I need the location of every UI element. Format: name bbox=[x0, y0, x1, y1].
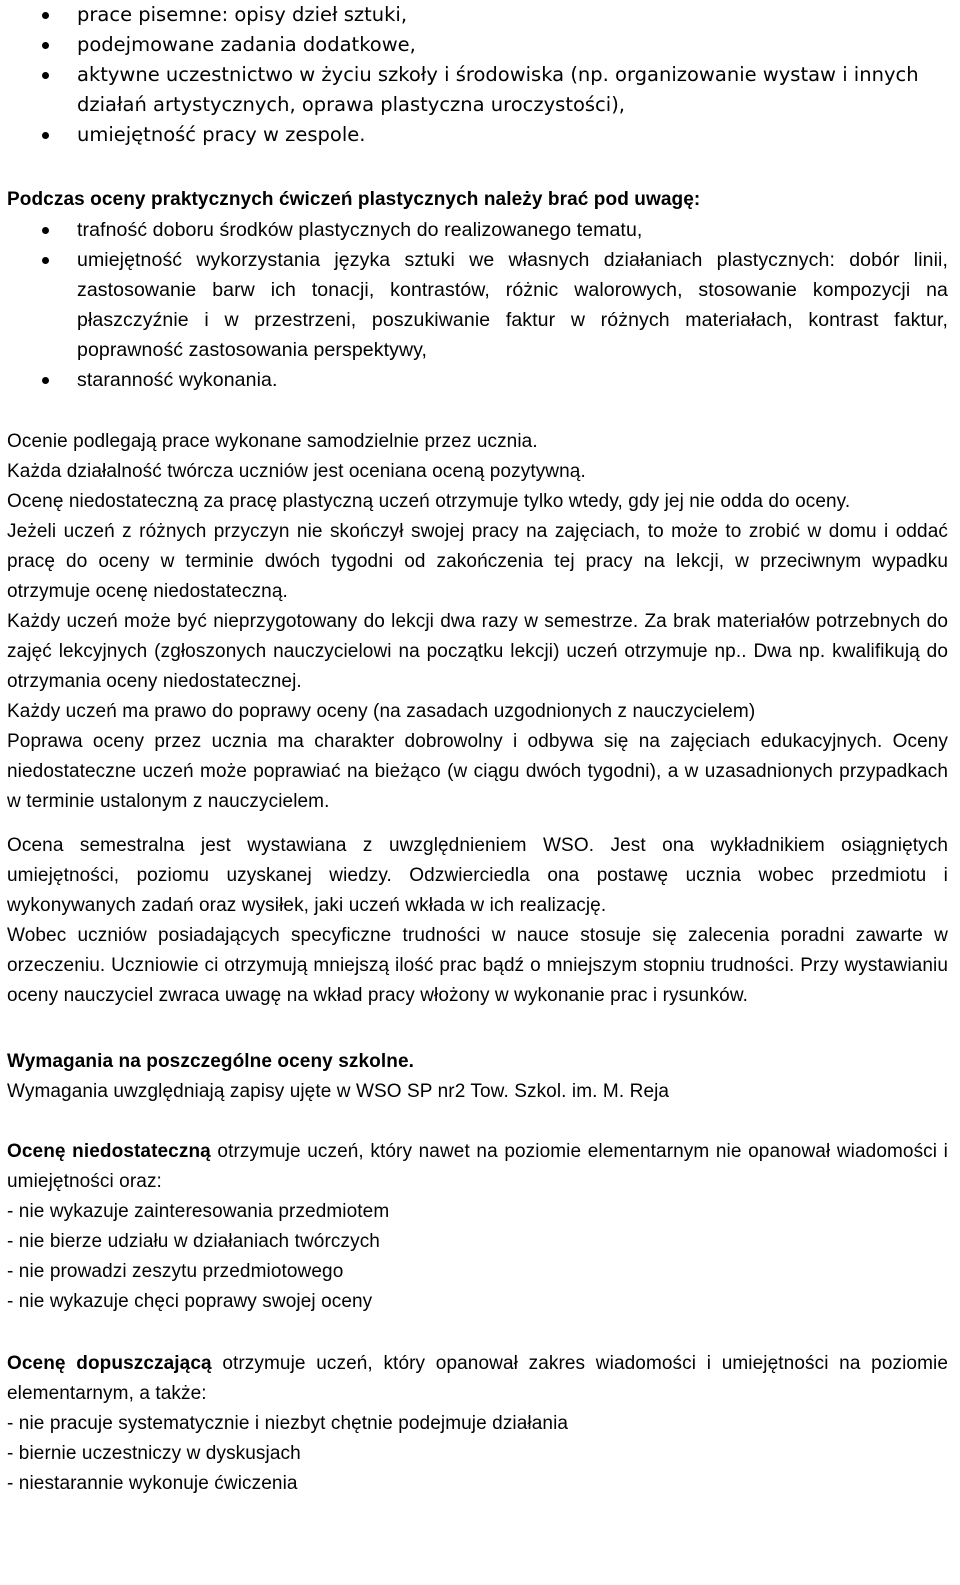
spacer bbox=[7, 395, 948, 427]
semester-paragraph: Ocena semestralna jest wystawiana z uwzględnieniem WSO. Jest ona wykładnikiem osiągniętych umiejętności, poziomu uzyskanej wiedzy. Odzwierciedla ona postawę ucznia wobec przedmiotu i wykonywanych zadań oraz wysiłek, jaki uczeń wkłada w ich realizację. bbox=[7, 835, 948, 916]
bullet-icon bbox=[42, 12, 49, 19]
rules-section bbox=[7, 427, 948, 817]
semester-paragraph: Wobec uczniów posiadających specyficzne trudności w nauce stosuje się zalecenia poradni zawarte w orzeczeniu. Uczniowie ci otrzymują mniejszą ilość prac bądź o mniejszym stopniu trudności. Przy wystawianiu oceny nauczyciel zwraca uwagę na wkład pracy włożony w wykonanie prac i rysunków. bbox=[7, 925, 948, 1006]
bullet-icon bbox=[42, 377, 49, 384]
list-item: - nie pracuje systematycznie i niezbyt chętnie podejmuje działania bbox=[7, 1413, 569, 1434]
spacer bbox=[7, 817, 948, 831]
rule-paragraph: Jeżeli uczeń z różnych przyczyn nie skończył swojej pracy na zajęciach, to może to zrobić w domu i oddać pracę do oceny w terminie dwóch tygodni od zakończenia tej pracy na lekcji, w przeciwnym wypadku otrzymuje ocenę niedostateczną. bbox=[7, 521, 948, 602]
list-item: - niestarannie wykonuje ćwiczenia bbox=[7, 1473, 298, 1494]
list-item: - nie wykazuje zainteresowania przedmiotem bbox=[7, 1201, 390, 1222]
spacer bbox=[7, 1107, 948, 1137]
list-item: - nie wykazuje chęci poprawy swojej oceny bbox=[7, 1291, 373, 1312]
rule-paragraph: Ocenie podlegają prace wykonane samodzielnie przez ucznia. bbox=[7, 431, 538, 452]
grade-sufficient-list bbox=[7, 1409, 948, 1499]
practical-section bbox=[7, 185, 948, 395]
practical-heading: Podczas oceny praktycznych ćwiczeń plastycznych należy brać pod uwagę: bbox=[7, 189, 701, 210]
grade-sufficient-intro: Ocenę dopuszczającą otrzymuje uczeń, który opanował zakres wiadomości i umiejętności na poziomie elementarnym, a także: bbox=[7, 1353, 948, 1404]
rule-paragraph: Każda działalność twórcza uczniów jest oceniana oceną pozytywną. bbox=[7, 461, 586, 482]
grade-sufficient-label: Ocenę dopuszczającą bbox=[7, 1353, 212, 1374]
bullet-icon bbox=[42, 72, 49, 79]
list-item: prace pisemne: opisy dzieł sztuki, bbox=[7, 0, 948, 30]
rule-paragraph: Poprawa oceny przez ucznia ma charakter dobrowolny i odbywa się na zajęciach edukacyjnych. Oceny niedostateczne uczeń może poprawiać na bieżąco (w ciągu dwóch tygodni), a w uzasadnionych przypadkach w terminie ustalonym z nauczycielem. bbox=[7, 731, 948, 812]
grade-fail-intro: Ocenę niedostateczną otrzymuje uczeń, który nawet na poziomie elementarnym nie opanował wiadomości i umiejętności oraz: bbox=[7, 1141, 948, 1192]
grade-sufficient-section bbox=[7, 1349, 948, 1499]
requirements-section bbox=[7, 1047, 948, 1107]
list-item: podejmowane zadania dodatkowe, bbox=[7, 30, 948, 60]
list-item: umiejętność pracy w zespole. bbox=[7, 120, 948, 150]
intro-bullet-list bbox=[7, 0, 948, 150]
bullet-icon bbox=[42, 42, 49, 49]
bullet-icon bbox=[42, 257, 49, 264]
bullet-icon bbox=[42, 227, 49, 234]
spacer bbox=[7, 1317, 948, 1349]
practical-bullet-list bbox=[7, 215, 948, 395]
list-item: trafność doboru środków plastycznych do realizowanego tematu, bbox=[7, 215, 948, 245]
list-item: - biernie uczestniczy w dyskusjach bbox=[7, 1443, 301, 1464]
list-item: umiejętność wykorzystania języka sztuki we własnych działaniach plastycznych: dobór linii, zastosowanie barw ich tonacji, kontrastów, różnic walorowych, stosowanie kompozycji na płaszczyźnie i w przestrzeni, poszukiwanie faktur w różnych materiałach, kontrast faktur, poprawność zastosowania perspektywy, bbox=[7, 245, 948, 365]
requirements-subheading: Wymagania uwzględniają zapisy ujęte w WSO SP nr2 Tow. Szkol. im. M. Reja bbox=[7, 1081, 670, 1102]
list-item: aktywne uczestnictwo w życiu szkoły i środowiska (np. organizowanie wystaw i innych działań artystycznych, oprawa plastyczna uroczystości), bbox=[7, 60, 948, 120]
rule-paragraph: Ocenę niedostateczną za pracę plastyczną uczeń otrzymuje tylko wtedy, gdy jej nie odda do oceny. bbox=[7, 491, 851, 512]
grade-fail-section bbox=[7, 1137, 948, 1317]
list-item: staranność wykonania. bbox=[7, 365, 948, 395]
rule-paragraph: Każdy uczeń ma prawo do poprawy oceny (na zasadach uzgodnionych z nauczycielem) bbox=[7, 701, 756, 722]
grade-fail-list bbox=[7, 1197, 948, 1317]
bullet-icon bbox=[42, 132, 49, 139]
semester-section bbox=[7, 831, 948, 1011]
grade-fail-label: Ocenę niedostateczną bbox=[7, 1141, 211, 1162]
requirements-heading: Wymagania na poszczególne oceny szkolne. bbox=[7, 1051, 414, 1072]
list-item: - nie prowadzi zeszytu przedmiotowego bbox=[7, 1261, 344, 1282]
spacer bbox=[7, 150, 948, 185]
list-item: - nie bierze udziału w działaniach twórczych bbox=[7, 1231, 380, 1252]
rule-paragraph: Każdy uczeń może być nieprzygotowany do lekcji dwa razy w semestrze. Za brak materiałów potrzebnych do zajęć lekcyjnych (zgłoszonych nauczycielowi na początku lekcji) uczeń otrzymuje np.. Dwa np. kwalifikują do otrzymania oceny niedostatecznej. bbox=[7, 611, 948, 692]
spacer bbox=[7, 1011, 948, 1047]
